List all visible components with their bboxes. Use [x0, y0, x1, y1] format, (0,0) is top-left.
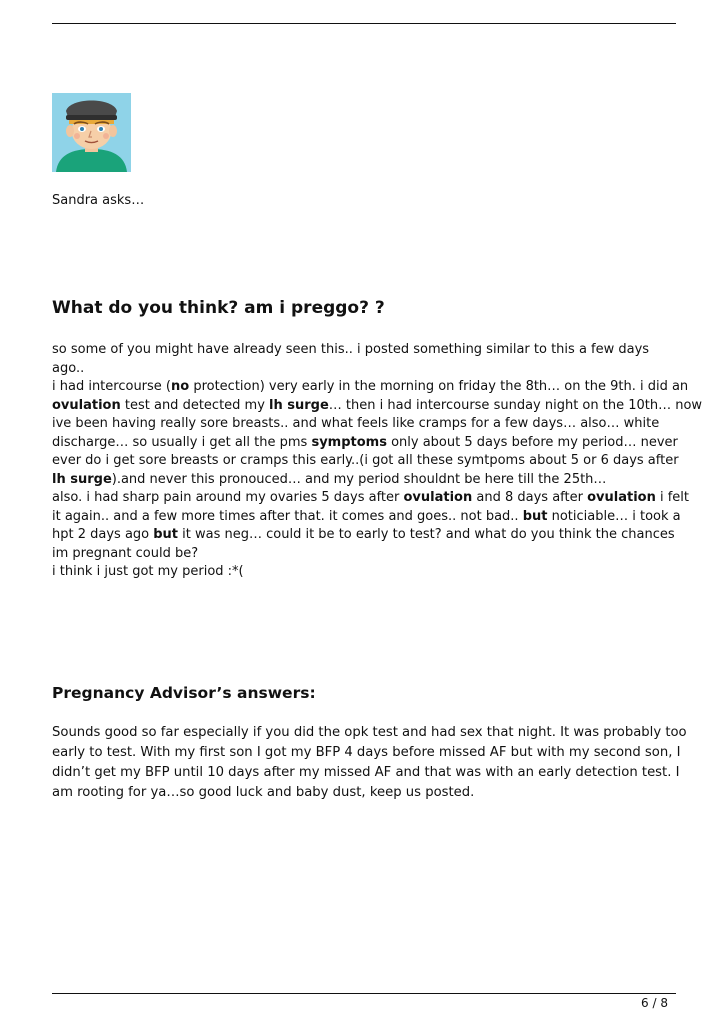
text-line — [52, 526, 692, 545]
text-line — [52, 397, 703, 416]
text-run: ago.. — [52, 360, 85, 376]
text-line: am rooting for ya…so good luck and baby dust, keep us posted. — [52, 785, 475, 800]
avatar-cartoon-boy-icon — [52, 93, 131, 172]
text-line — [52, 508, 692, 527]
text-run: im pregnant could be? — [52, 545, 199, 561]
text-line — [52, 471, 692, 490]
answer-body — [52, 723, 692, 803]
text-line — [52, 434, 692, 453]
text-run: i think i just got my period :*( — [52, 564, 244, 579]
text-run: ).and never this pronouced… and my period shouldnt be here till the 25th… — [111, 471, 607, 487]
text-run: discharge… so usually i get all the pms — [52, 434, 312, 450]
keyword-highlight: lh surge — [52, 471, 112, 487]
top-divider — [52, 23, 676, 24]
text-line — [52, 452, 692, 471]
text-run: … then i had intercourse sunday night on the 10th… now — [328, 397, 703, 413]
text-run: it was neg… could it be to early to test? and what do you think the chances — [178, 527, 675, 542]
text-run: i felt — [655, 490, 690, 505]
text-run: so some of you might have already seen this.. i posted something similar to this a few days — [52, 342, 650, 357]
text-line — [52, 545, 692, 564]
text-line — [52, 360, 692, 379]
page-number: 6 / 8 — [641, 996, 668, 1010]
text-run: test and detected my — [120, 397, 270, 413]
keyword-highlight: ovulation — [587, 490, 656, 505]
text-run: noticiable… i took a — [547, 508, 681, 524]
text-run: it again.. and a few more times after that. it comes and goes.. not bad.. — [52, 508, 523, 524]
keyword-highlight: symptoms — [311, 434, 387, 450]
bottom-divider — [52, 993, 676, 994]
question-body — [52, 341, 703, 582]
text-line — [52, 415, 692, 434]
text-line — [52, 489, 692, 508]
text-run: only about 5 days before my period… never — [386, 434, 678, 450]
text-line: Sounds good so far especially if you did the opk test and had sex that night. It was probably too — [52, 725, 687, 740]
keyword-highlight: but — [522, 508, 548, 524]
keyword-highlight: ovulation — [52, 397, 121, 413]
text-line — [52, 378, 692, 397]
keyword-highlight: no — [171, 379, 190, 394]
text-run: hpt 2 days ago — [52, 527, 154, 542]
text-run: i had intercourse ( — [52, 379, 171, 394]
keyword-highlight: lh surge — [269, 397, 329, 413]
text-run: ive been having really sore breasts.. and what feels like cramps for a few days… also… white — [52, 416, 660, 431]
text-line — [52, 341, 692, 360]
question-title: What do you think? am i preggo? ? — [52, 298, 385, 318]
asker-label: Sandra asks… — [52, 193, 145, 208]
text-run: and 8 days after — [472, 490, 588, 505]
answers-heading: Pregnancy Advisor’s answers: — [52, 684, 316, 702]
text-run: ever do i get sore breasts or cramps this early..(i got all these symtpoms about 5 or 6 days after — [52, 453, 679, 468]
text-run: protection) very early in the morning on friday the 8th… on the 9th. i did an — [189, 379, 689, 394]
text-line: didn’t get my BFP until 10 days after my missed AF and that was with an early detection test. I — [52, 765, 680, 780]
keyword-highlight: ovulation — [403, 490, 473, 505]
keyword-highlight: but — [153, 527, 179, 542]
text-run: also. i had sharp pain around my ovaries 5 days after — [52, 490, 404, 505]
text-line — [52, 563, 692, 582]
text-line: early to test. With my first son I got my BFP 4 days before missed AF but with my second son, I — [52, 745, 681, 760]
